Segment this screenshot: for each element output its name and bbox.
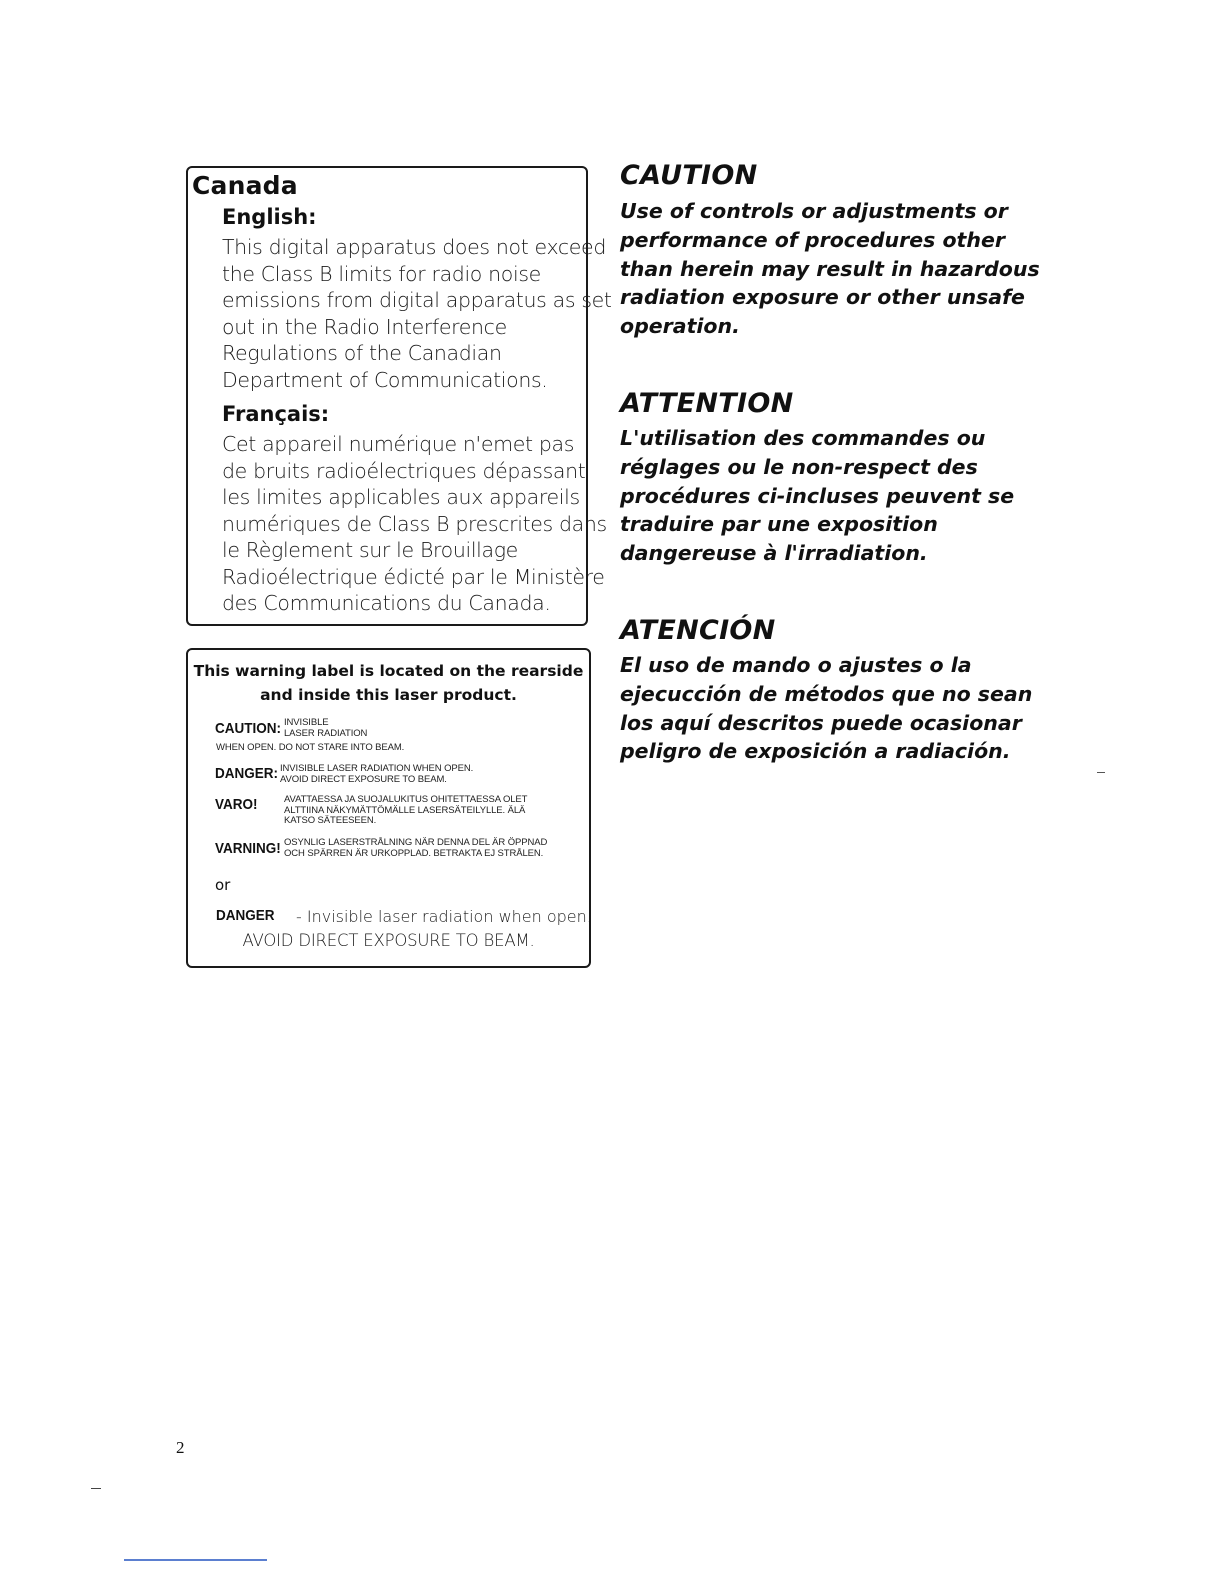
text-line: Regulations of the Canadian	[222, 341, 502, 365]
tiny-line: INVISIBLE	[284, 717, 329, 728]
tiny-line: AVOID DIRECT EXPOSURE TO BEAM.	[280, 773, 447, 785]
text-line: This digital apparatus does not exceed	[222, 235, 606, 259]
text-line: Department of Communications.	[222, 367, 548, 392]
text-line: performance of procedures other	[620, 227, 1005, 252]
text-line: los aquí descritos puede ocasionar	[620, 710, 1022, 735]
atencion-heading: ATENCIÓN	[620, 615, 776, 646]
warning-label-heading	[190, 659, 587, 707]
english-heading: English:	[222, 205, 317, 229]
text-line: El uso de mando o ajustes o la	[620, 653, 972, 677]
margin-mark	[91, 1488, 101, 1489]
canada-title: Canada	[192, 171, 298, 200]
text-line: dangereuse à l'irradiation.	[620, 541, 928, 566]
french-heading: Français:	[222, 402, 330, 426]
margin-mark	[1097, 772, 1105, 773]
text-line: numériques de Class B prescrites dans	[222, 511, 607, 536]
text-line: out in the Radio Interference	[222, 314, 507, 339]
text-line: than herein may result in hazardous	[620, 256, 1040, 281]
text-line: emissions from digital apparatus as set	[222, 288, 612, 312]
french-notice-text	[222, 431, 607, 617]
varo-text	[284, 795, 527, 827]
heading-line: and inside this laser product.	[260, 686, 517, 704]
danger-alt-text: - Invisible laser radiation when open.	[296, 907, 592, 926]
attention-body	[620, 424, 1014, 568]
varning-text	[284, 838, 547, 859]
text-line: traduire par une exposition	[620, 512, 938, 537]
caution-heading: CAUTION	[620, 160, 758, 191]
text-line: the Class B limits for radio noise	[222, 261, 541, 286]
text-line: de bruits radioélectriques dépassant	[222, 458, 586, 483]
text-line: peligro de exposición a radiación.	[620, 739, 1011, 764]
heading-line: This warning label is located on the rearside	[193, 662, 584, 680]
text-line: réglages ou le non-respect des	[620, 454, 978, 479]
text-line: des Communications du Canada.	[222, 591, 551, 615]
text-line: Cet appareil numérique n'emet pas	[222, 432, 575, 456]
tiny-line: INVISIBLE LASER RADIATION WHEN OPEN.	[280, 763, 474, 774]
tiny-line: ALTTIINA NÄKYMÄTTÖMÄLLE LASERSÄTEILYLLE. ÄLÄ	[284, 804, 526, 816]
text-line: operation.	[620, 314, 740, 339]
or-separator: or	[215, 876, 231, 894]
footer-rule	[124, 1559, 267, 1561]
atencion-body	[620, 651, 1032, 766]
text-line: ejecucción de métodos que no sean	[620, 681, 1033, 706]
tiny-line: OCH SPÄRREN ÄR URKOPPLAD. BETRAKTA EJ STRÅLEN.	[284, 847, 544, 859]
tiny-line: KATSO SÄTEESEEN.	[284, 815, 377, 826]
caution-text-line3: WHEN OPEN. DO NOT STARE INTO BEAM.	[216, 742, 405, 753]
danger-alt-text-line2: AVOID DIRECT EXPOSURE TO BEAM.	[242, 931, 535, 950]
danger-label: DANGER:	[215, 765, 278, 782]
text-line: L'utilisation des commandes ou	[620, 426, 986, 450]
varo-label: VARO!	[215, 796, 258, 813]
tiny-line: LASER RADIATION	[284, 727, 368, 739]
text-line: le Règlement sur le Brouillage	[222, 538, 518, 562]
danger-alt-label: DANGER	[216, 907, 275, 924]
caution-label: CAUTION:	[215, 720, 281, 737]
varning-label: VARNING!	[215, 840, 281, 857]
text-line: radiation exposure or other unsafe	[620, 285, 1025, 310]
text-line: procédures ci-incluses peuvent se	[620, 483, 1015, 508]
english-notice-text	[222, 234, 612, 393]
caution-body	[620, 197, 1040, 341]
danger-text	[280, 764, 473, 785]
text-line: Radioélectrique édicté par le Ministère	[222, 564, 605, 589]
page-number: 2	[176, 1438, 185, 1457]
text-line: Use of controls or adjustments or	[620, 199, 1008, 223]
tiny-line: AVATTAESSA JA SUOJALUKITUS OHITETTAESSA OLET	[284, 794, 528, 805]
text-line: les limites applicables aux appareils	[222, 485, 580, 509]
attention-heading: ATTENTION	[620, 388, 794, 419]
caution-text	[284, 718, 367, 739]
tiny-line: OSYNLIG LASERSTRÅLNING NÄR DENNA DEL ÄR ÖPPNAD	[284, 837, 548, 848]
